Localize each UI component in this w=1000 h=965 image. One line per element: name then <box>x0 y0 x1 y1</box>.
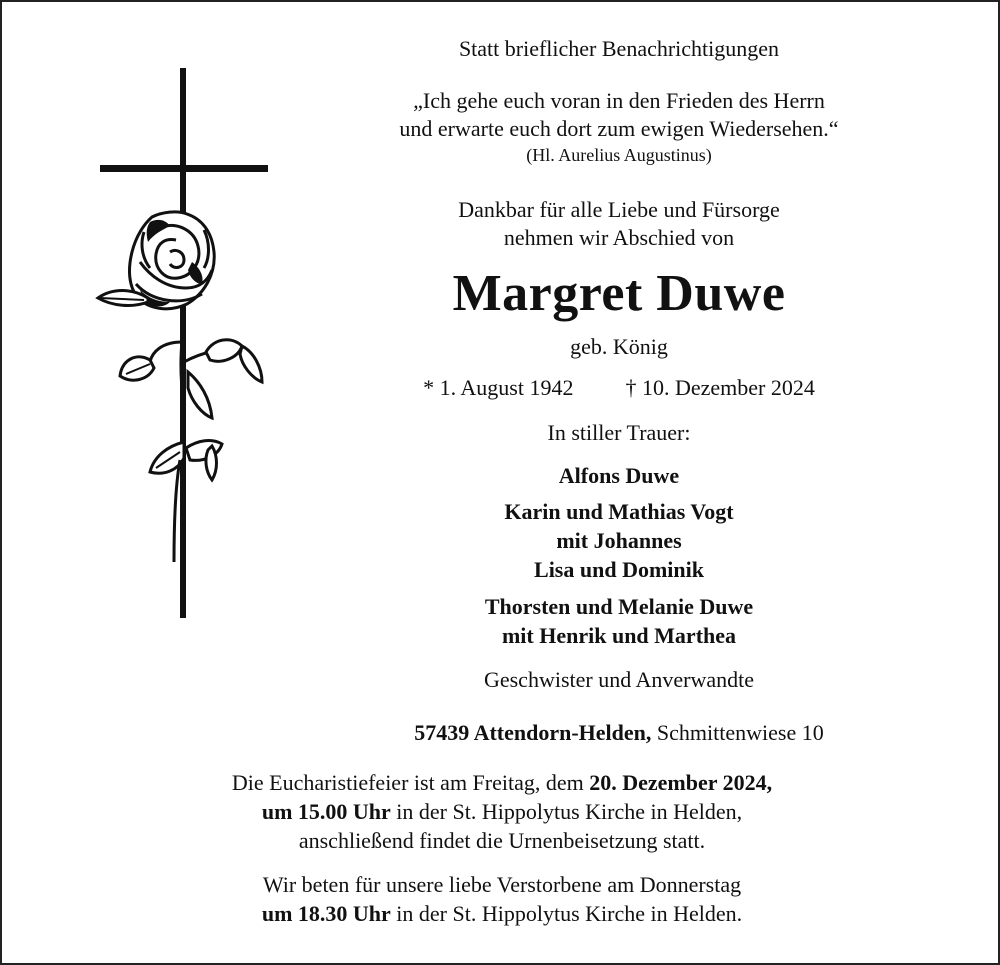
maiden-name: geb. König <box>570 334 668 359</box>
life-dates <box>119 376 1000 400</box>
mourner-2-line-1: Karin und Mathias Vogt <box>504 499 734 524</box>
address <box>119 721 1000 745</box>
prayer-line-1: Wir beten für unsere liebe Verstorbene am Donnerstag <box>262 872 742 897</box>
prayer-time: um 18.30 Uhr <box>261 901 391 926</box>
mourner-2-line-3: Lisa und Dominik <box>534 557 704 582</box>
funeral-line-2 <box>2 800 1000 824</box>
address-street: Schmittenwiese 10 <box>656 720 824 745</box>
funeral-line-1 <box>2 771 1000 795</box>
funeral-text-1: Die Eucharistiefeier ist am Freitag, dem <box>231 770 590 795</box>
birth-date: * 1. August 1942 <box>423 375 574 400</box>
mourning-label: In stiller Trauer: <box>547 420 691 445</box>
header-line: Statt brieflicher Benachrichtigungen <box>458 36 780 61</box>
funeral-line-3: anschließend findet die Urnenbeisetzung statt. <box>298 828 706 853</box>
deceased-name: Margret Duwe <box>452 265 786 322</box>
mourner-2-line-2: mit Johannes <box>556 528 682 553</box>
mourner-3-line-2: mit Henrik und Marthea <box>501 623 737 648</box>
prayer-line-2 <box>2 902 1000 926</box>
intro-line-1: Dankbar für alle Liebe und Fürsorge <box>458 197 780 222</box>
quote-author: (Hl. Aurelius Augustinus) <box>526 145 712 165</box>
quote-line-2: und erwarte euch dort zum ewigen Wiedersehen.“ <box>399 116 839 141</box>
quote-line-1: „Ich gehe euch voran in den Frieden des Herrn <box>413 88 825 113</box>
funeral-date: 20. Dezember 2024, <box>589 770 773 795</box>
funeral-text-2: in der St. Hippolytus Kirche in Helden, <box>390 799 743 824</box>
mourner-1: Alfons Duwe <box>558 463 680 488</box>
prayer-text-2: in der St. Hippolytus Kirche in Helden. <box>390 901 743 926</box>
other-mourners: Geschwister und Anverwandte <box>483 667 755 692</box>
mourner-3-line-1: Thorsten und Melanie Duwe <box>484 594 754 619</box>
death-date: † 10. Dezember 2024 <box>625 375 815 400</box>
funeral-time: um 15.00 Uhr <box>261 799 391 824</box>
address-city: 57439 Attendorn-Helden, <box>414 720 652 745</box>
intro-line-2: nehmen wir Abschied von <box>503 225 735 250</box>
